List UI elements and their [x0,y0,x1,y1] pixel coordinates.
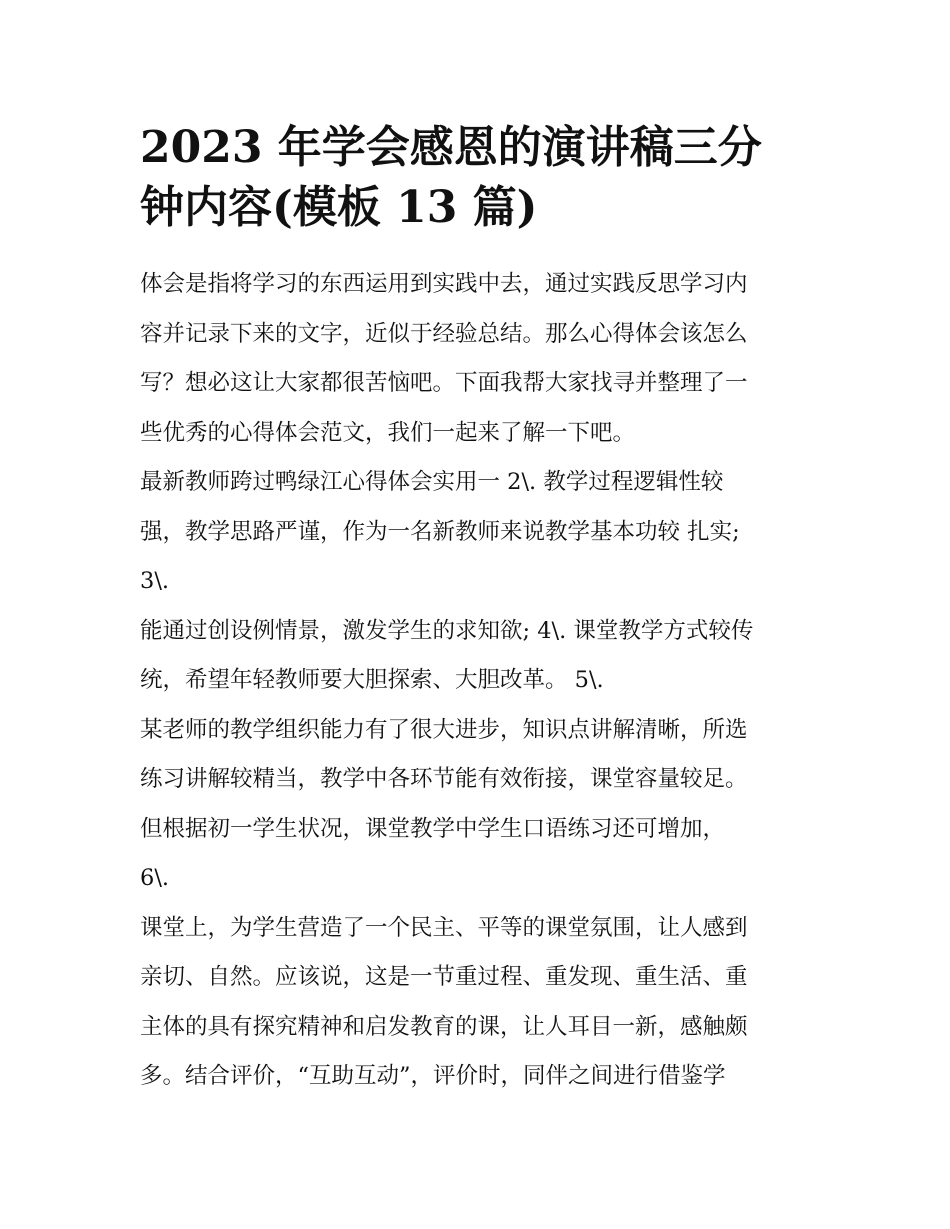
body-line-3: 写？想必这让大家都很苦恼吧。下面我帮大家找寻并整理了一 [140,370,748,396]
body-line-14: 课堂上，为学生营造了一个民主、平等的课堂氛围，让人感到 [140,914,748,941]
body-line-6: 强，教学思路严谨，作为一名新教师来说教学基本功较 扎实; [140,518,740,545]
title-line-2: 钟内容(模板 13 篇) [140,182,538,233]
body-line-7: 3\. [140,568,170,594]
body-line-10: 某老师的教学组织能力有了很大进步，知识点讲解清晰，所选 [140,716,748,743]
body-line-1: 体会是指将学习的东西运用到实践中去，通过实践反思学习内 [140,271,748,297]
body-line-17: 多。结合评价，“互助互动”，评价时，同伴之间进行借鉴学 [140,1063,726,1089]
body-line-5: 最新教师跨过鸭绿江心得体会实用一 2\. 教学过程逻辑性较 [140,469,724,495]
body-line-16: 主体的具有探究精神和启发教育的课，让人耳目一新，感触颇 [140,1013,748,1040]
body-line-9: 统，希望年轻教师要大胆探索、大胆改革。 5\. [140,667,604,693]
document-body [140,260,816,1102]
body-line-4: 些优秀的心得体会范文，我们一起来了解一下吧。 [140,419,636,446]
document-title [140,118,816,238]
body-line-15: 亲切、自然。应该说，这是一节重过程、重发现、重生活、重 [140,964,748,990]
body-line-11: 练习讲解较精当，教学中各环节能有效衔接，课堂容量较足。 [140,766,748,792]
title-line-1: 2023 年学会感恩的演讲稿三分 [140,122,762,173]
body-line-8: 能通过创设例情景，激发学生的求知欲; 4\. 课堂教学方式较传 [140,617,754,644]
body-line-13: 6\. [140,865,170,891]
document-page [140,118,816,1102]
body-line-2: 容并记录下来的文字，近似于经验总结。那么心得体会该怎么 [140,320,748,347]
body-line-12: 但根据初一学生状况，课堂教学中学生口语练习还可增加， [140,815,726,842]
